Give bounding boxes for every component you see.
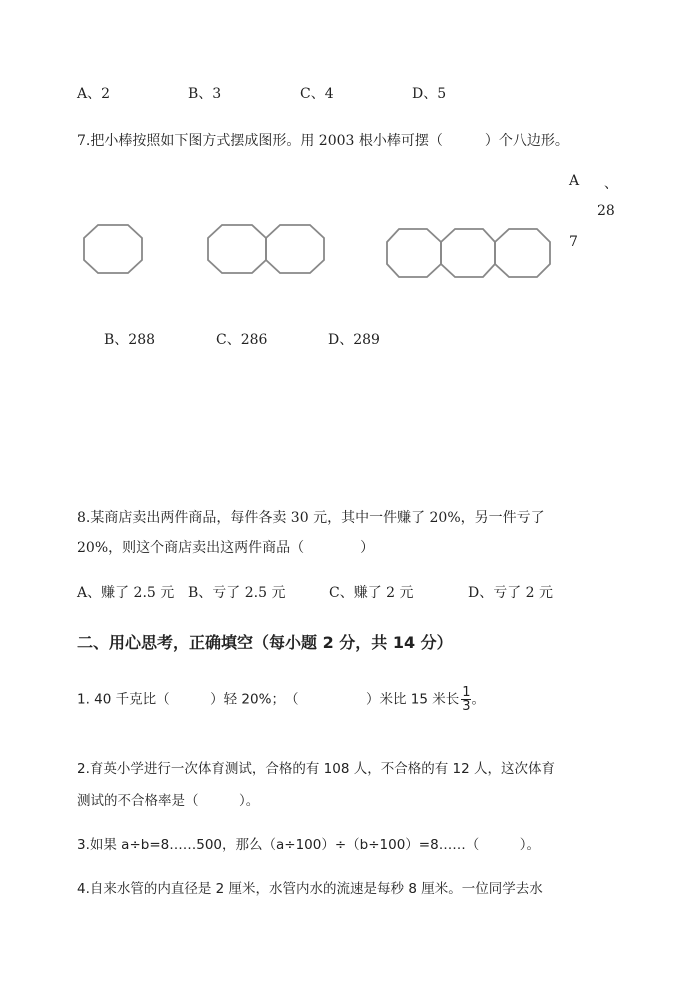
fill-question-1-end: 。 [471,691,485,708]
q8-stem-line2: 20%，则这个商店卖出这两件商品（ ） [77,540,375,556]
q8-option-c: C、赚了 2 元 [329,585,414,601]
q8-stem-line1: 8.某商店卖出两件商品，每件各卖 30 元，其中一件赚了 20%，另一件亏了 [77,510,545,526]
fraction-one-third [461,686,471,713]
fill-question-3: 3.如果 a÷b=8……500，那么（a÷100）÷（b÷100）=8……（ ）。 [77,837,540,853]
q7-option-d: D、289 [328,332,380,348]
q6-option-a: A、2 [77,86,111,102]
fill-question-1-text: 1. 40 千克比（ ）轻 20%； （ ）米比 15 米长 [77,691,460,708]
q7-option-a-value-part2: 7 [569,234,578,250]
fraction-numerator: 1 [462,685,471,700]
q7-stem: 7.把小棒按照如下图方式摆成图形。用 2003 根小棒可摆（ ）个八边形。 [77,133,569,149]
q8-option-a: A、赚了 2.5 元 [77,585,175,601]
octagon-figure-three [385,227,553,279]
octagon-figure-one [82,223,144,275]
octagon-figure-two [206,223,326,275]
q6-option-c: C、4 [300,86,334,102]
fill-question-1 [77,686,485,713]
q7-option-a-letter: A [569,173,580,189]
q6-option-d: D、5 [412,86,447,102]
q7-option-b: B、288 [104,332,156,348]
q7-option-c: C、286 [216,332,268,348]
fill-question-2-line1: 2.育英小学进行一次体育测试，合格的有 108 人，不合格的有 12 人，这次体育 [77,761,555,777]
q8-option-d: D、亏了 2 元 [468,585,554,601]
q7-option-a-value-part1: 28 [597,203,615,219]
q8-option-b: B、亏了 2.5 元 [188,585,286,601]
section-heading: 二、用心思考，正确填空（每小题 2 分，共 14 分） [77,633,453,652]
fraction-denominator: 3 [462,699,471,714]
q6-option-b: B、3 [188,86,222,102]
fill-question-4: 4.自来水管的内直径是 2 厘米，水管内水的流速是每秒 8 厘米。一位同学去水 [77,881,543,897]
fill-question-2-line2: 测试的不合格率是（ ）。 [77,793,260,809]
q7-option-a-separator: 、 [604,176,618,192]
